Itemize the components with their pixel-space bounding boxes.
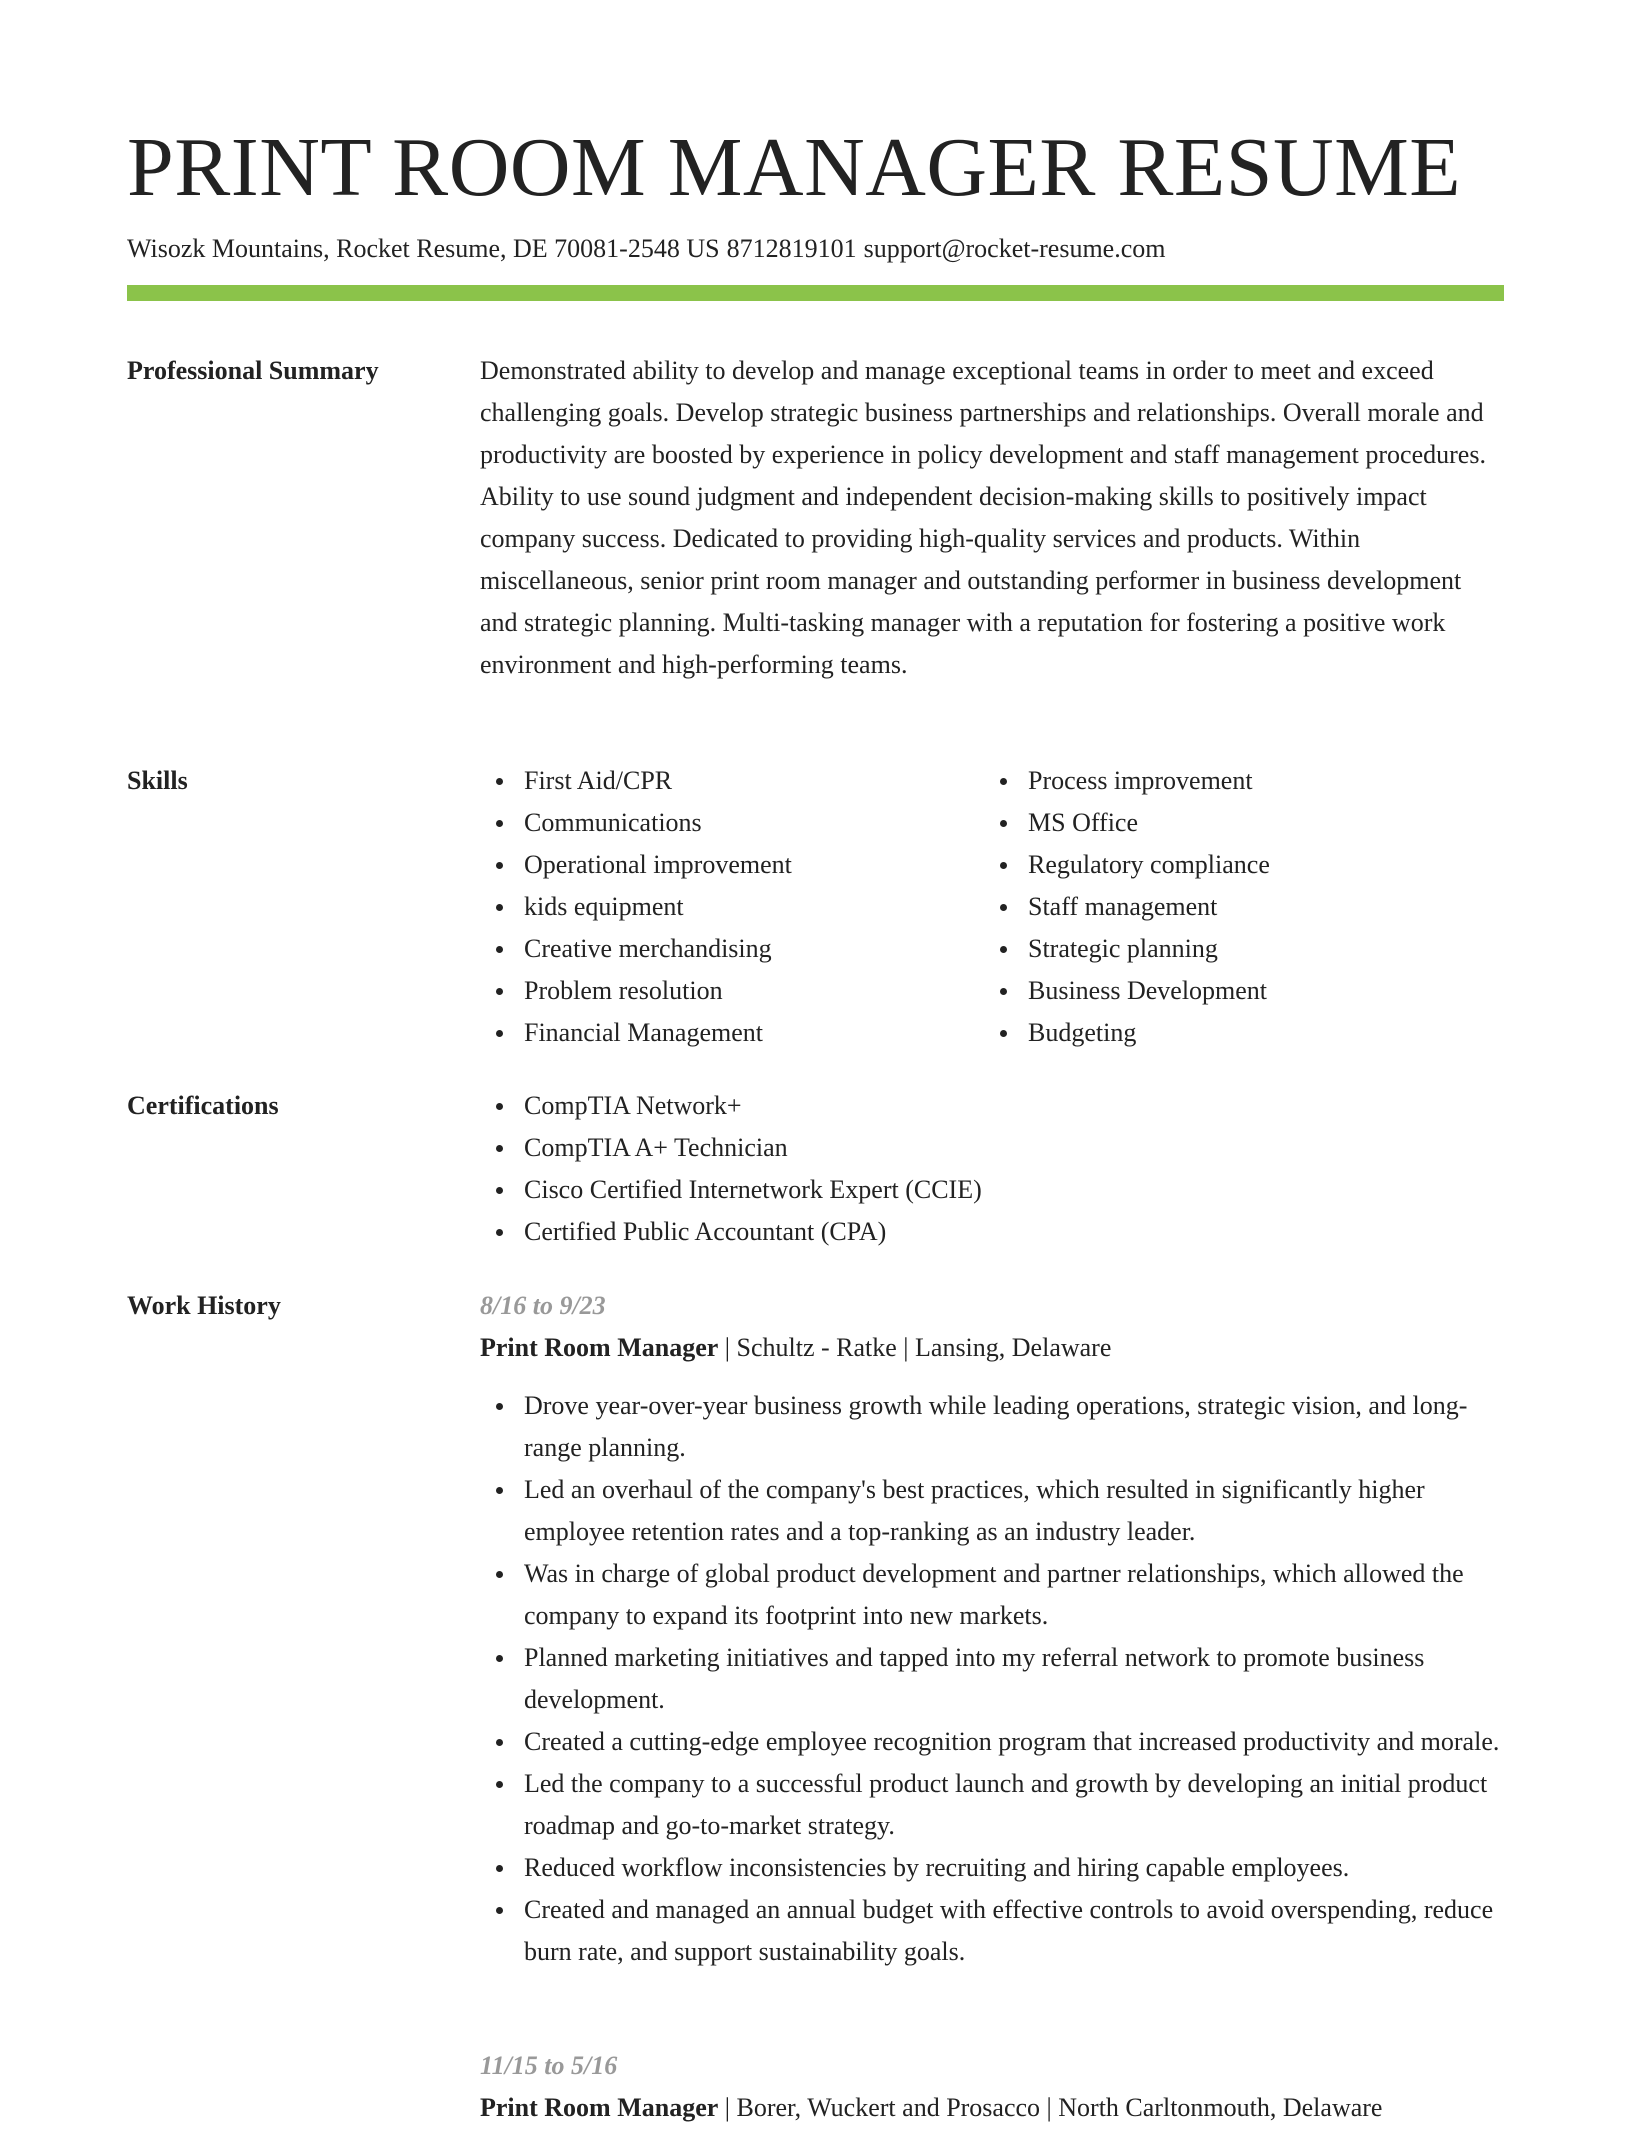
list-item: CompTIA Network+ [480,1085,1504,1127]
list-item: First Aid/CPR [480,760,984,802]
job-dates: 11/15 to 5/16 [480,2051,618,2080]
job-title: Print Room Manager [480,1333,719,1362]
list-item: Staff management [984,886,1270,928]
list-item: Financial Management [480,1012,984,1054]
list-item: CompTIA A+ Technician [480,1127,1504,1169]
work-history-label: Work History [127,1291,281,1320]
job-location: North Carltonmouth, Delaware [1058,2093,1383,2122]
list-item: MS Office [984,802,1270,844]
list-item: Created and managed an annual budget with effective controls to avoid overspending, reduce burn rate, and support sustainability goals. [480,1889,1504,1973]
page-title: PRINT ROOM MANAGER RESUME [127,121,1462,214]
job-heading: Print Room Manager | Borer, Wuckert and Prosacco | North Carltonmouth, Delaware [480,2093,1383,2122]
summary-label: Professional Summary [127,356,379,385]
list-item: Strategic planning [984,928,1270,970]
list-item: Process improvement [984,760,1270,802]
list-item: Certified Public Accountant (CPA) [480,1211,1504,1253]
list-item: Regulatory compliance [984,844,1270,886]
list-item: Drove year-over-year business growth while leading operations, strategic vision, and long-range planning. [480,1385,1504,1469]
header-divider [127,285,1504,301]
job-company: Schultz - Ratke [736,1333,897,1362]
job-location: Lansing, Delaware [915,1333,1112,1362]
certifications-label: Certifications [127,1091,279,1120]
job-company: Borer, Wuckert and Prosacco [736,2093,1041,2122]
job-title: Print Room Manager [480,2093,719,2122]
contact-address: Wisozk Mountains, Rocket Resume, DE 70081-2548 US [127,234,720,263]
list-item: Problem resolution [480,970,984,1012]
job-dates: 8/16 to 9/23 [480,1291,606,1320]
list-item: Communications [480,802,984,844]
job-entry [480,1285,1504,1973]
summary-text: Demonstrated ability to develop and manage exceptional teams in order to meet and exceed challenging goals. Develop strategic business partnerships and relationships. Overall morale and productivity are boosted by experience in policy development and staff management procedures. Ability to use sound judgment and independent decision-making skills to positively impact company success. Dedicated to providing high-quality services and products. Within miscellaneous, senior print room manager and outstanding performer in business development and strategic planning. Multi-tasking manager with a reputation for fostering a positive work environment and high-performing teams. [480,356,1486,679]
list-item: Planned marketing initiatives and tapped into my referral network to promote business development. [480,1637,1504,1721]
job-bullets [480,1385,1504,1973]
list-item: Operational improvement [480,844,984,886]
certifications-list [480,1085,1504,1253]
job-heading: Print Room Manager | Schultz - Ratke | Lansing, Delaware [480,1333,1112,1362]
list-item: Led the company to a successful product launch and growth by developing an initial product roadmap and go-to-market strategy. [480,1763,1504,1847]
list-item: kids equipment [480,886,984,928]
list-item: Business Development [984,970,1270,1012]
contact-line [127,232,1166,266]
list-item: Reduced workflow inconsistencies by recruiting and hiring capable employees. [480,1847,1504,1889]
contact-email: support@rocket-resume.com [863,234,1166,263]
list-item: Creative merchandising [480,928,984,970]
skills-list-right [984,760,1270,1054]
list-item: Budgeting [984,1012,1270,1054]
skills-label: Skills [127,766,188,795]
list-item: Created a cutting-edge employee recognition program that increased productivity and morale. [480,1721,1504,1763]
skills-list-left [480,760,984,1054]
list-item: Led an overhaul of the company's best practices, which resulted in significantly higher employee retention rates and a top-ranking as an industry leader. [480,1469,1504,1553]
contact-phone: 8712819101 [726,234,857,263]
list-item: Was in charge of global product development and partner relationships, which allowed the company to expand its footprint into new markets. [480,1553,1504,1637]
list-item: Cisco Certified Internetwork Expert (CCIE) [480,1169,1504,1211]
job-entry [480,2045,1504,2129]
